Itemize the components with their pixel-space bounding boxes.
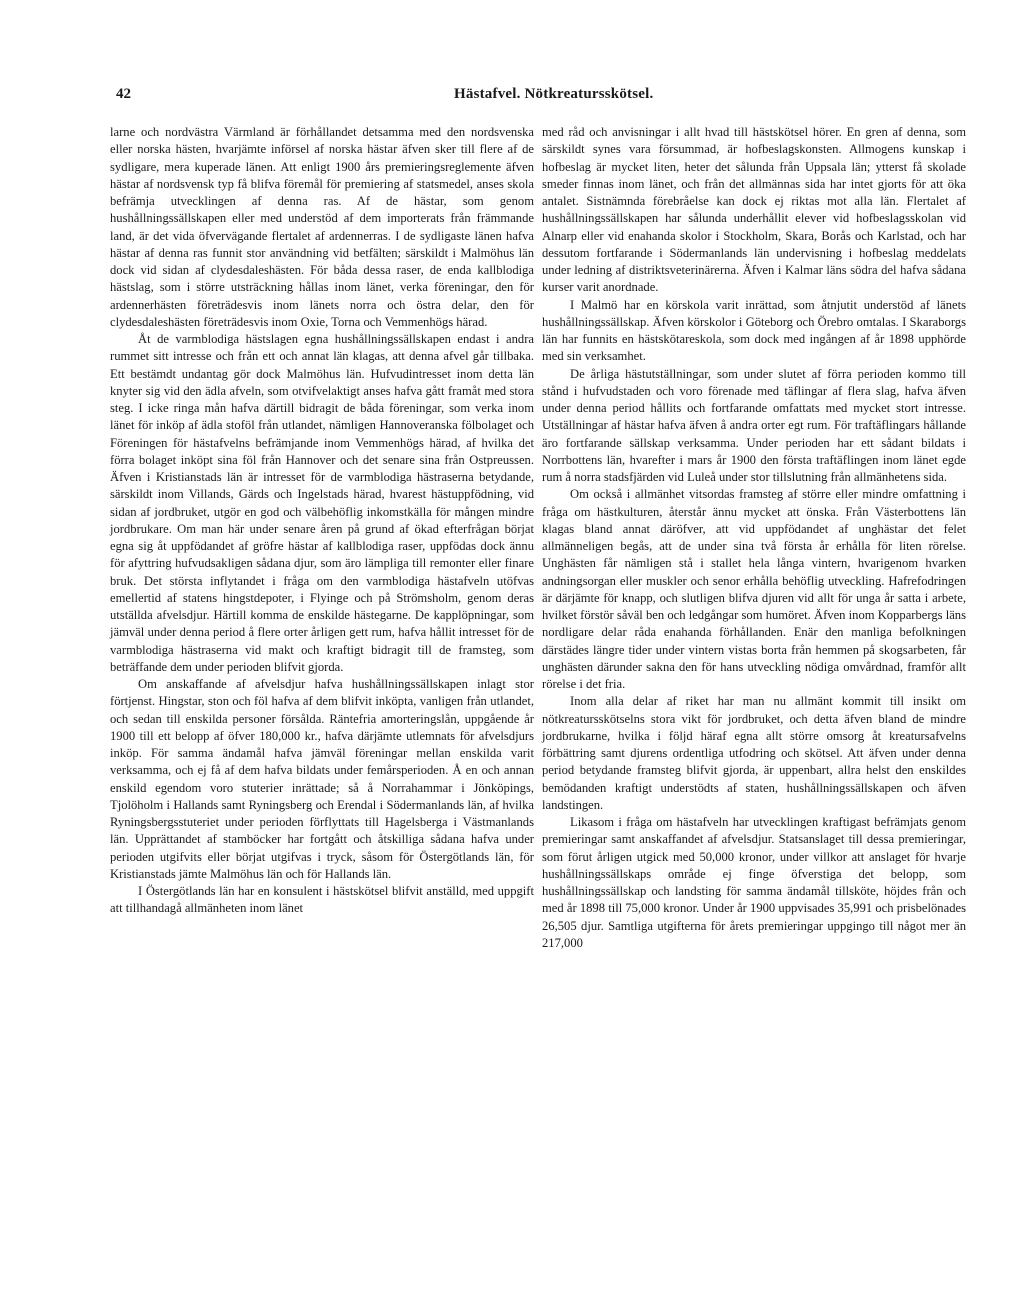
paragraph: larne och nordvästra Värmland är förhållandet detsamma med den nordsvenska eller norska hästen, hvarjämte införsel af norska hästar äfven sker till flere af de sydligare, mera kuperade länen. Att enligt 1900 års premieringsreglemente äfven hästar af nordsvensk typ få blifva föremål för premiering af statsmedel, anses skola befrämja utvecklingen af denna ras. Af de hästar, som genom hushållningssällskapen eller med understöd af dem importerats från främmande land, är det vida öfvervägande flertalet af ardennerras. I de sydligaste länen hafva hästar af denna ras funnit stor användning vid betfälten; särskildt i Malmöhus län dock vid sidan af clydesdaleshästen. För båda dessa raser, de enda kallblodiga hästslag, som i större utsträckning hållas inom länet, verka föreningar, den för ardennerhästen företrädesvis inom länets norra och östra delar, den för clydesdaleshästen företrädesvis inom Oxie, Torna och Vemmenhögs härad. <box>110 125 534 329</box>
paragraph: I Östergötlands län har en konsulent i hästskötsel blifvit anställd, med uppgift att tillhandagå allmänheten inom länet <box>110 884 534 916</box>
page-number: 42 <box>116 86 131 102</box>
paragraph: I Malmö har en körskola varit inrättad, som åtnjutit understöd af länets hushållningssällskap. Äfven körskolor i Göteborg och Örebro omtalas. I Skaraborgs län har funnits en hästskötareskola, som dock med ingången af år 1898 upphörde med sin verksamhet. <box>542 297 966 364</box>
paragraph: Om också i allmänhet vitsordas framsteg af större eller mindre omfattning i fråga om hästkulturen, återstår ännu mycket att önska. Från Västerbottens län klagas bland annat däröfver, att vid uppfödandet af unghästar det felet allmänneligen begås, att de under sina två första år erhålla för liten rörelse. Unghästen får nämligen stå i stallet hela långa vintern, hvarigenom hvarken andningsorgan eller muskler och senor erhålla behöflig utveckling. Hafrefodringen är därjämte för knapp, och slutligen blifva djuren vid allt för unga år satta i arbete, hvilket förstör såväl ben och ledgångar som humöret. Äfven inom Kopparbergs läns nordligare delar råda enahanda förhållanden. Enär den manliga befolkningen därstädes längre tider under vintern vistas borta från hemmen på skogsarbeten, får unghästen därunder sakna den för hans utveckling nödiga omvårdnad, framför allt rörelse i det fria. <box>542 487 966 691</box>
paragraph: Om anskaffande af afvelsdjur hafva hushållningssällskapen inlagt stor förtjenst. Hingstar, ston och föl hafva af dem blifvit inköpta, vanligen från utlandet, och sedan till enskilda personer försålda. Räntefria amorteringslån, uppgående år 1900 till ett belopp af öfver 180,000 kr., hafva därjämte utlemnats för afvelsdjurs inköp. För samma ändamål hafva jämväl föreningar mellan enskilda varit verksamma, och ej få af dem hafva bildats under femårsperioden. Å en och annan enskild egendom voro stuterier inrättade; så å Norrahammar i Jönköpings, Tjolöholm i Hallands samt Ryningsberg och Erendal i Södermanlands län, af hvilka Ryningsbergsstuteriet under perioden förflyttats till Hagelsberga i Västmanlands län. Upprättandet af stamböcker har fortgått och åtskilliga sådana hafva under perioden utgifvits eller börjat utgifvas i tryck, såsom för Östergötlands län, för Kristianstads jämte Malmöhus län och för Hallands län. <box>110 677 534 881</box>
paragraph: De årliga hästutställningar, som under slutet af förra perioden kommo till stånd i hufvudstaden och voro förenade med täflingar af flera slag, hafva äfven under denna period hållits och fortfarande omfattats med mycket stort intresse. Utställningar af hästar hafva äfven å andra orter egt rum. För traftäflingars hållande äro fortfarande sällskap verksamma. Under perioden har ett sådant bildats i Norrbottens län, hvarefter i mars år 1900 den första traftäflingen inom länet egde rum å norra stadsfjärden vid Luleå under stor tillslutning från allmänhetens sida. <box>542 366 966 484</box>
paragraph: med råd och anvisningar i allt hvad till hästskötsel hörer. En gren af denna, som särskildt synes vara försummad, är hofbeslagskonsten. Allmogens kunskap i hofbeslag är mycket liten, heter det sålunda från Uppsala län; ytterst få skolade smeder finnas inom länet, och från det allmännas sida har intet gjorts för att öka antalet. Sistnämnda förebråelse kan dock ej riktas mot alla län. Flertalet af hushållningssällskapen har sålunda underhållit elever vid hofbeslagsskolan vid Alnarp eller vid enahanda skolor i Stockholm, Skara, Borås och Karlstad, och har dessutom fortfarande i Södermanlands län undervisning i hofbeslag meddelats under ledning af distriktsveterinärerna. Äfven i Kalmar läns södra del hafva sådana kurser varit anordnade. <box>542 125 966 295</box>
paragraph: Inom alla delar af riket har man nu allmänt kommit till insikt om nötkreatursskötselns stora vikt för jordbruket, och detta äfven bland de mindre jordbrukarne, hvilka i följd häraf egna allt större omsorg åt kreatursafvelns förbättring samt djurens ordentliga utfodring och skötsel. Att äfven under denna period betydande framsteg blifvit gjorda, är uppenbart, allra helst den enskildes bemödanden kraftigt understödts af staten, hushållningssällskapen och äfven landstingen. <box>542 694 966 812</box>
right-column <box>542 124 966 952</box>
paragraph: Åt de varmblodiga hästslagen egna hushållningssällskapen endast i andra rummet sitt intresse och från ett och annat län klagas, att denna afvel går tillbaka. Ett bestämdt undantag gör dock Malmöhus län. Hufvudintresset inom detta län knyter sig vid den ädla afveln, som otvifvelaktigt anses hafva gått framåt med stora steg. I icke ringa mån hafva därtill bidragit de båda föreningar, som verka inom länet för inköp af ädla stoföl från utlandet, nämligen Hannoveranska fölbolaget och Föreningen för hästafvelns befrämjande inom Vemmenhögs härad, af hvilka det förra bolaget inköpt sina föl från Hannover och det senare sina från Ostpreussen. Äfven i Kristianstads län är intresset för de varmblodiga hästraserna betydande, särskildt inom Villands, Gärds och Ingelstads härad, hvarest hästuppfödning, vid sidan af jordbruket, utgör en god och välbehöflig inkomstkälla för mången mindre jordbrukare. Om man här under senare åren på grund af ökad efterfrågan börjat egna sig åt uppfödandet af gröfre hästar af kallblodiga raser, uppfödas dock ännu för afyttring hufvudsakligen sådana djur, som äro lämpliga till remonter eller finare bruk. Det största inflytandet i fråga om den varmblodiga hästafveln utöfvas emellertid af statens hingstdepoter, i Flyinge och på Strömsholm, genom deras utställda afvelsdjur. Härtill komma de enskilde hästegarne. De kapplöpningar, som jämväl under denna period å flere orter årligen gett rum, hafva hållit intresset för de varmblodiga hästraserna vid makt och kraftigt bidragit till de framsteg, som beträffande dem under perioden blifvit gjorda. <box>110 332 534 674</box>
running-title: Hästafvel. Nötkreatursskötsel. <box>454 86 654 102</box>
paragraph: Likasom i fråga om hästafveln har utvecklingen kraftigast befrämjats genom premieringar samt anskaffandet af afvelsdjur. Statsanslaget till dessa premieringar, som förut årligen utgick med 50,000 kronor, under villkor att anslaget för hvarje hushållningssällskaps område ej finge öfverstiga det belopp, som hushållningssällskap och landsting för samma ändamål tillsköte, höjdes från och med år 1898 till 75,000 kronor. Under år 1900 uppvisades 35,991 och prisbelönades 26,505 djur. Samtliga utgifterna för årets premieringar uppgingo till något mer än 217,000 <box>542 815 966 950</box>
left-column <box>110 124 534 918</box>
